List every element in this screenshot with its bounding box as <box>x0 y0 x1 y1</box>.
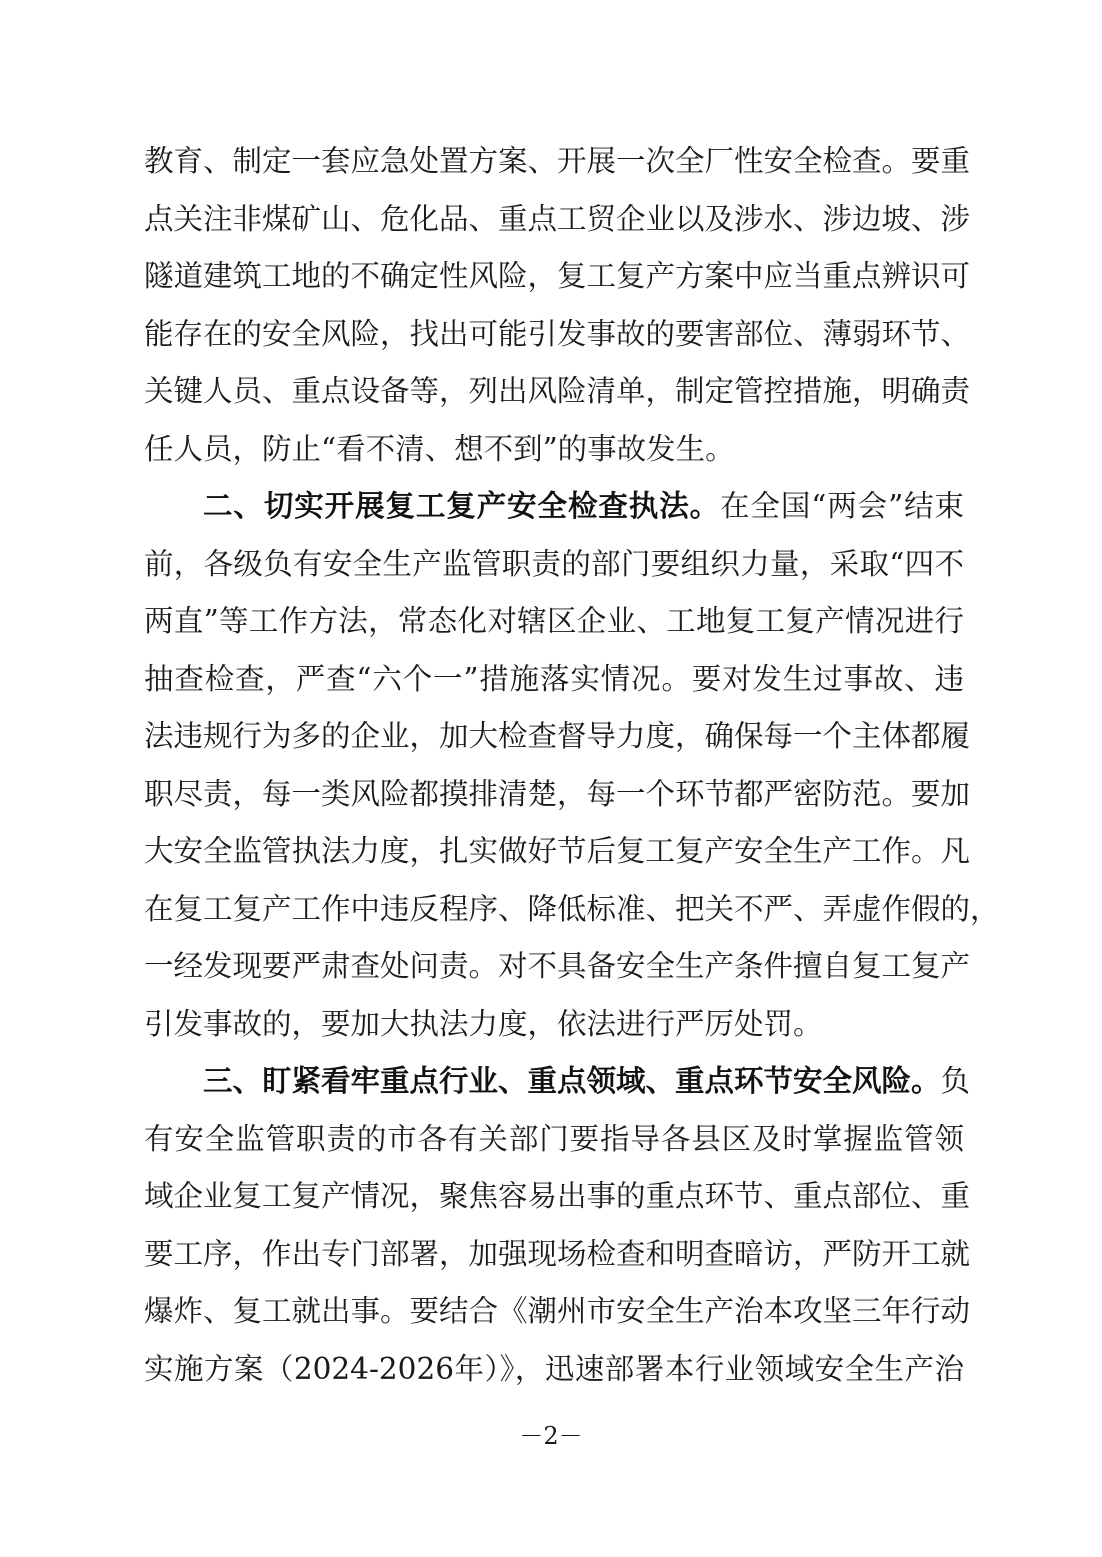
paragraph-2-first-line-text: 在全国“两会”结束 <box>720 489 964 523</box>
paragraph-1-line-3: 隧道建筑工地的不确定性风险，复工复产方案中应当重点辨识可 <box>144 259 971 293</box>
paragraph-3-line-4: 要工序，作出专门部署，加强现场检查和明查暗访，严防开工就 <box>144 1236 971 1271</box>
paragraph-1-line-5: 关键人员、重点设备等，列出风险清单，制定管控措施，明确责 <box>144 374 971 408</box>
paragraph-3-line-3: 域企业复工复产情况，聚焦容易出事的重点环节、重点部位、重 <box>144 1179 971 1213</box>
section-heading-3: 三、盯紧看牢重点行业、重点领域、重点环节安全风险。 <box>203 1064 941 1098</box>
paragraph-2-first-line <box>144 478 964 536</box>
paragraph-1-line-6: 任人员，防止“看不清、想不到”的事故发生。 <box>144 431 735 466</box>
section-heading-2: 二、切实开展复工复产安全检查执法。 <box>203 489 721 523</box>
paragraph-2-line-5: 法违规行为多的企业，加大检查督导力度，确保每一个主体都履 <box>144 719 971 753</box>
paragraph-1-line-1: 教育、制定一套应急处置方案、开展一次全厂性安全检查。要重 <box>144 144 971 178</box>
paragraph-2-line-9: 一经发现要严肃查处问责。对不具备安全生产条件擅自复工复产 <box>144 949 971 983</box>
paragraph-2-line-10: 引发事故的，要加大执法力度，依法进行严厉处罚。 <box>144 1006 823 1041</box>
paragraph-2-line-3: 两直”等工作方法，常态化对辖区企业、工地复工复产情况进行 <box>144 604 964 638</box>
paragraph-3-line-6: 实施方案（2024-2026年）》，迅速部署本行业领域安全生产治 <box>144 1351 964 1386</box>
paragraph-2-line-7: 大安全监管执法力度，扎实做好节后复工复产安全生产工作。凡 <box>144 834 971 868</box>
paragraph-3-line-5: 爆炸、复工就出事。要结合《潮州市安全生产治本攻坚三年行动 <box>144 1294 971 1328</box>
paragraph-3-first-line <box>144 1053 971 1111</box>
paragraph-3-line-2: 有安全监管职责的市各有关部门要指导各县区及时掌握监管领 <box>144 1121 964 1156</box>
paragraph-1-line-4: 能存在的安全风险，找出可能引发事故的要害部位、薄弱环节、 <box>144 316 971 351</box>
page-number: －2－ <box>519 1422 583 1450</box>
paragraph-2-line-2: 前，各级负有安全生产监管职责的部门要组织力量，采取“四不 <box>144 546 964 581</box>
body-text <box>144 133 1000 1398</box>
paragraph-2-line-6: 职尽责，每一类风险都摸排清楚，每一个环节都严密防范。要加 <box>144 776 971 811</box>
paragraph-1-line-2: 点关注非煤矿山、危化品、重点工贸企业以及涉水、涉边坡、涉 <box>144 201 971 236</box>
paragraph-2-line-8: 在复工复产工作中违反程序、降低标准、把关不严、弄虚作假的， <box>144 891 1000 926</box>
paragraph-2-line-4: 抽查检查，严查“六个一”措施落实情况。要对发生过事故、违 <box>144 661 964 696</box>
paragraph-3-first-line-text: 负 <box>940 1064 971 1098</box>
